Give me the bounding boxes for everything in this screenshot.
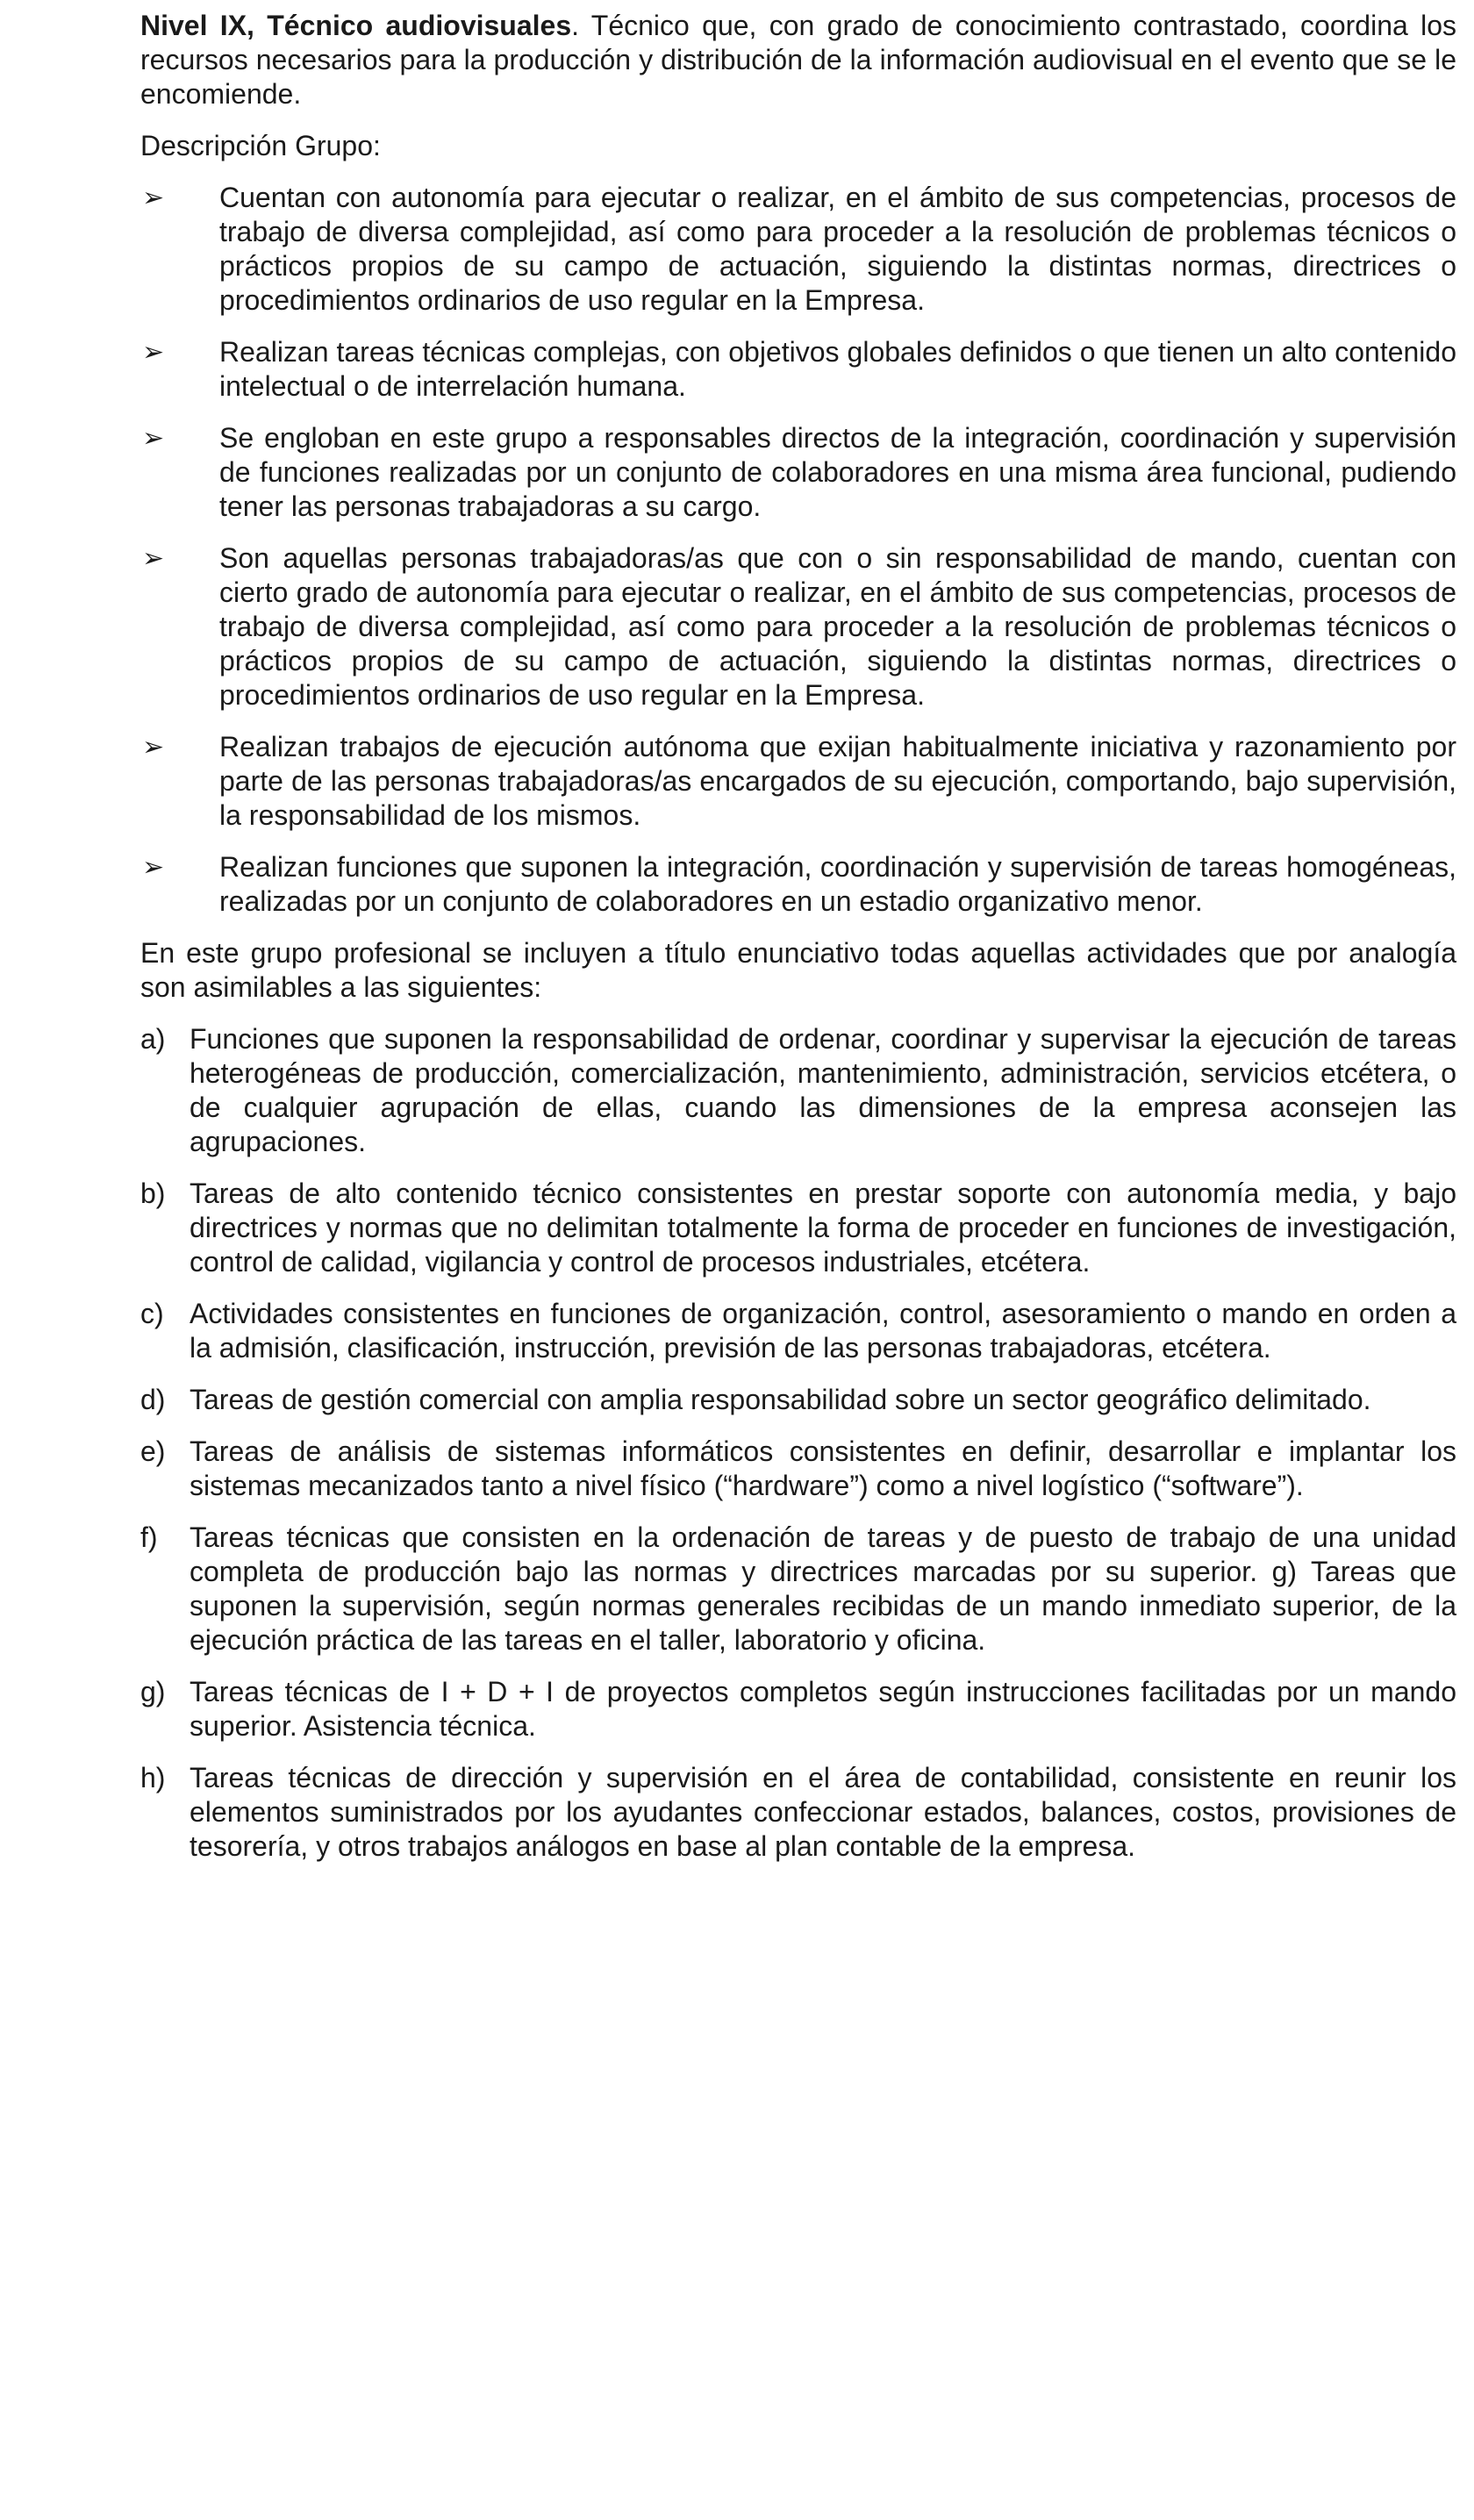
group-description-label: Descripción Grupo: xyxy=(140,130,381,161)
activity-item xyxy=(140,1022,1456,1159)
activity-letter: b) xyxy=(140,1178,166,1209)
document-page xyxy=(140,9,1456,1881)
list-item xyxy=(140,421,1456,524)
list-item xyxy=(140,541,1456,712)
activity-text: Actividades consistentes en funciones de organización, control, asesoramiento o mando en orden a la admisión, clasificación, instrucción, previsión de las personas trabajadoras, etcétera. xyxy=(190,1298,1456,1364)
activity-letter: d) xyxy=(140,1384,166,1415)
activity-letter: h) xyxy=(140,1762,166,1793)
list-item-text: Se engloban en este grupo a responsables directos de la integración, coordinación y supervisión de funciones realizadas por un conjunto de colaboradores en una misma área funcional, pudiendo tener las personas trabajadoras a su cargo. xyxy=(219,422,1456,522)
arrow-bullet-icon: ➢ xyxy=(142,183,165,212)
list-item xyxy=(140,181,1456,318)
activity-item xyxy=(140,1383,1456,1417)
list-item-text: Realizan tareas técnicas complejas, con objetivos globales definidos o que tienen un alto contenido intelectual o de interrelación humana. xyxy=(219,336,1456,402)
activity-text: Tareas de análisis de sistemas informáticos consistentes en definir, desarrollar e implantar los sistemas mecanizados tanto a nivel físico (“hardware”) como a nivel logístico (“software”). xyxy=(190,1435,1456,1501)
activity-letter: a) xyxy=(140,1023,166,1055)
group-description-list xyxy=(140,181,1456,919)
arrow-bullet-icon: ➢ xyxy=(142,733,165,762)
activity-text: Tareas de alto contenido técnico consistentes en prestar soporte con autonomía media, y bajo directrices y normas que no delimitan totalmente la forma de proceder en funciones de investigación, control de calidad, vigilancia y control de procesos industriales, etcétera. xyxy=(190,1178,1456,1278)
activity-item xyxy=(140,1761,1456,1864)
level-title: Nivel IX, Técnico audiovisuales xyxy=(140,10,572,41)
list-item-text: Realizan trabajos de ejecución autónoma que exijan habitualmente iniciativa y razonamiento por parte de las personas trabajadoras/as encargados de su ejecución, comportando, bajo supervisión, la responsabilidad de los mismos. xyxy=(219,731,1456,831)
activities-list xyxy=(140,1022,1456,1864)
activity-text: Tareas técnicas de dirección y supervisión en el área de contabilidad, consistente en reunir los elementos suministrados por los ayudantes confeccionar estados, balances, costos, provisiones de tesorería, y otros trabajos análogos en base al plan contable de la empresa. xyxy=(190,1762,1456,1862)
activity-letter: c) xyxy=(140,1298,164,1329)
activity-item xyxy=(140,1521,1456,1657)
level-intro-paragraph xyxy=(140,9,1456,111)
arrow-bullet-icon: ➢ xyxy=(142,853,165,882)
activity-text: Tareas técnicas que consisten en la ordenación de tareas y de puesto de trabajo de una unidad completa de producción bajo las normas y directrices marcadas por su superior. g) Tareas que suponen la supervisión, según normas generales recibidas de un mando inmediato superior, de la ejecución práctica de las tareas en el taller, laboratorio y oficina. xyxy=(190,1521,1456,1656)
activity-item xyxy=(140,1297,1456,1365)
arrow-bullet-icon: ➢ xyxy=(142,544,165,573)
activity-text: Tareas técnicas de I + D + I de proyectos completos según instrucciones facilitadas por un mando superior. Asistencia técnica. xyxy=(190,1676,1456,1742)
list-item xyxy=(140,850,1456,919)
list-item xyxy=(140,730,1456,833)
list-item-text: Son aquellas personas trabajadoras/as que con o sin responsabilidad de mando, cuentan con cierto grado de autonomía para ejecutar o realizar, en el ámbito de sus competencias, procesos de trabajo de diversa complejidad, así como para proceder a la resolución de problemas técnicos o prácticos propios de su campo de actuación, siguiendo la distintas normas, directrices o procedimientos ordinarios de uso regular en la Empresa. xyxy=(219,542,1456,711)
arrow-bullet-icon: ➢ xyxy=(142,424,165,453)
list-item xyxy=(140,335,1456,404)
arrow-bullet-icon: ➢ xyxy=(142,338,165,367)
activity-letter: f) xyxy=(140,1521,158,1553)
activity-item xyxy=(140,1435,1456,1503)
level-description: . Técnico que, con grado de conocimiento contrastado, coordina los recursos necesarios para la producción y distribución de la información audiovisual en el evento que se le encomiende. xyxy=(140,10,1457,110)
activities-intro: En este grupo profesional se incluyen a título enunciativo todas aquellas actividades que por analogía son asimilables a las siguientes: xyxy=(140,937,1456,1003)
activity-item xyxy=(140,1177,1456,1279)
activity-item xyxy=(140,1675,1456,1743)
activity-letter: e) xyxy=(140,1435,166,1467)
list-item-text: Realizan funciones que suponen la integración, coordinación y supervisión de tareas homogéneas, realizadas por un conjunto de colaboradores en un estadio organizativo menor. xyxy=(219,851,1456,917)
list-item-text: Cuentan con autonomía para ejecutar o realizar, en el ámbito de sus competencias, procesos de trabajo de diversa complejidad, así como para proceder a la resolución de problemas técnicos o prácticos propios de su campo de actuación, siguiendo la distintas normas, directrices o procedimientos ordinarios de uso regular en la Empresa. xyxy=(219,182,1456,316)
activity-letter: g) xyxy=(140,1676,166,1707)
activity-text: Funciones que suponen la responsabilidad de ordenar, coordinar y supervisar la ejecución de tareas heterogéneas de producción, comercialización, mantenimiento, administración, servicios etcétera, o de cualquier agrupación de ellas, cuando las dimensiones de la empresa aconsejen las agrupaciones. xyxy=(190,1023,1456,1157)
activity-text: Tareas de gestión comercial con amplia responsabilidad sobre un sector geográfico delimitado. xyxy=(190,1384,1371,1415)
